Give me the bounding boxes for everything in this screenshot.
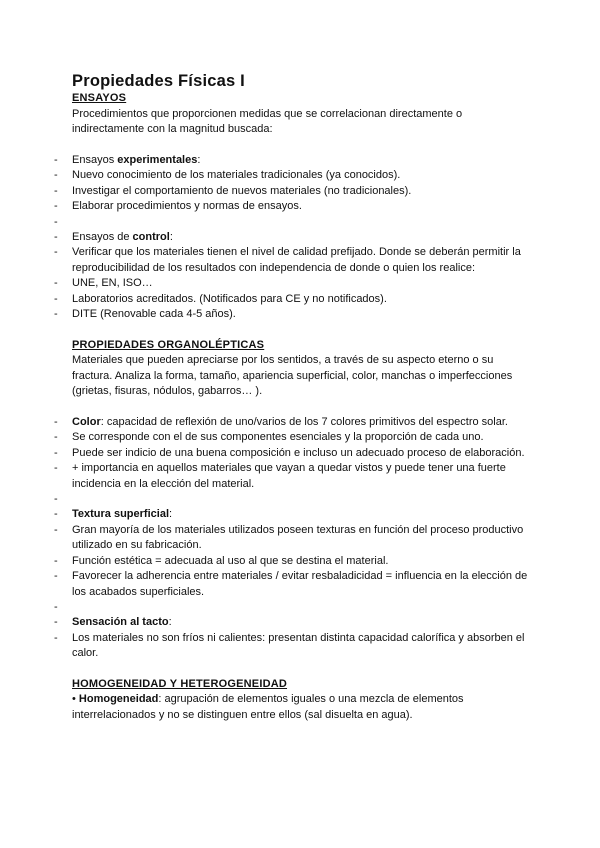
spacer (72, 323, 532, 338)
tacto-sublist (72, 631, 532, 662)
spacer (72, 215, 532, 230)
organolepticas-intro: Materiales que pueden apreciarse por los sentidos, a través de su aspecto eterno o su fractura. Analiza la forma, tamaño, apariencia superficial, color, manchas o imperfecciones (grietas, fisuras, nódulos, gabarros… ). (72, 354, 513, 397)
experimentales-sublist (72, 168, 532, 215)
document-content (72, 71, 532, 723)
item-text: Ensayos de (72, 230, 133, 243)
item-text: : capacidad de reflexión de uno/varios de los 7 colores primitivos del espectro solar. (100, 415, 508, 428)
item-text: : (169, 230, 173, 243)
bullet-glyph: • (72, 693, 79, 705)
list-item: - Los materiales no son fríos ni calientes: presentan distinta capacidad calorífica y absorben el calor. (72, 631, 532, 662)
item-text: : (169, 508, 173, 520)
ensayos-list (72, 153, 532, 323)
list-item: - + importancia en aquellos materiales que vayan a quedar vistos y puede tener una fuerte incidencia en la elección del material. (72, 461, 532, 492)
list-item: - Nuevo conocimiento de los materiales tradicionales (ya conocidos). (72, 168, 532, 184)
list-item: - DITE (Renovable cada 4-5 años). (72, 307, 532, 323)
list-item-tacto (72, 615, 532, 662)
list-item (72, 554, 532, 601)
spacer (72, 492, 532, 507)
spacer (72, 662, 532, 677)
spacer (72, 400, 532, 415)
spacer (72, 600, 532, 615)
list-item-control (72, 230, 532, 323)
spacer (72, 138, 532, 153)
item-text: : (197, 153, 201, 166)
textura-sublist (72, 523, 532, 601)
section-heading-organolepticas: PROPIEDADES ORGANOLÉPTICAS (72, 338, 265, 351)
section-heading-homogeneidad: HOMOGENEIDAD Y HETEROGENEIDAD (72, 677, 288, 690)
control-sublist (72, 245, 532, 323)
textura-subsublist (72, 569, 532, 600)
item-bold-term: Sensación al tacto (72, 616, 169, 628)
list-item-experimentales (72, 153, 532, 215)
list-item: - Se corresponde con el de sus componentes esenciales y la proporción de cada uno. (72, 430, 532, 446)
item-bold-term: Homogeneidad (78, 693, 159, 705)
item-text: Verificar que los materiales tienen el nivel de calidad prefijado. Donde se deberán permitir la reproducibilidad de los resultados con independencia de donde o quien los realice: (72, 246, 521, 274)
list-item (72, 245, 532, 307)
list-item: - UNE, EN, ISO… (72, 276, 532, 292)
item-bold-term: control (132, 230, 170, 243)
list-item: - Gran mayoría de los materiales utilizados poseen texturas en función del proceso productivo utilizado en su fabricación. (72, 523, 532, 554)
section-heading-ensayos: ENSAYOS (72, 92, 127, 104)
item-text: Función estética = adecuada al uso al que se destina el material. (72, 554, 389, 567)
item-bold-term: experimentales (117, 153, 198, 166)
ensayos-intro: Procedimientos que proporcionen medidas que se correlacionan directamente o indirectamente con la magnitud buscada: (72, 107, 463, 135)
page-title: Propiedades Físicas I (72, 72, 245, 90)
list-item: - Puede ser indicio de una buena composición e incluso un adecuado proceso de elaboración. (72, 446, 532, 462)
item-bold-term: Color (72, 415, 101, 428)
item-text: : agrupación de elementos iguales o una mezcla de elementos interrelacionados y no se distinguen entre ellos (sal disuelta en agua). (72, 693, 464, 721)
list-item-color (72, 415, 532, 493)
list-item-textura (72, 507, 532, 600)
item-text: Ensayos (72, 153, 118, 166)
homogeneidad-paragraph (72, 692, 532, 723)
item-bold-term: Textura superficial (72, 508, 169, 520)
organolepticas-list (72, 415, 532, 662)
list-item: - Favorecer la adherencia entre materiales / evitar resbaladicidad = influencia en la elección de los acabados superficiales. (72, 569, 532, 600)
color-sublist (72, 430, 532, 492)
list-item: - Investigar el comportamiento de nuevos materiales (no tradicionales). (72, 184, 532, 200)
list-item: - Elaborar procedimientos y normas de ensayos. (72, 199, 532, 215)
item-text: : (168, 616, 172, 628)
control-subsublist (72, 276, 532, 307)
list-item: - Laboratorios acreditados. (Notificados para CE y no notificados). (72, 292, 532, 308)
